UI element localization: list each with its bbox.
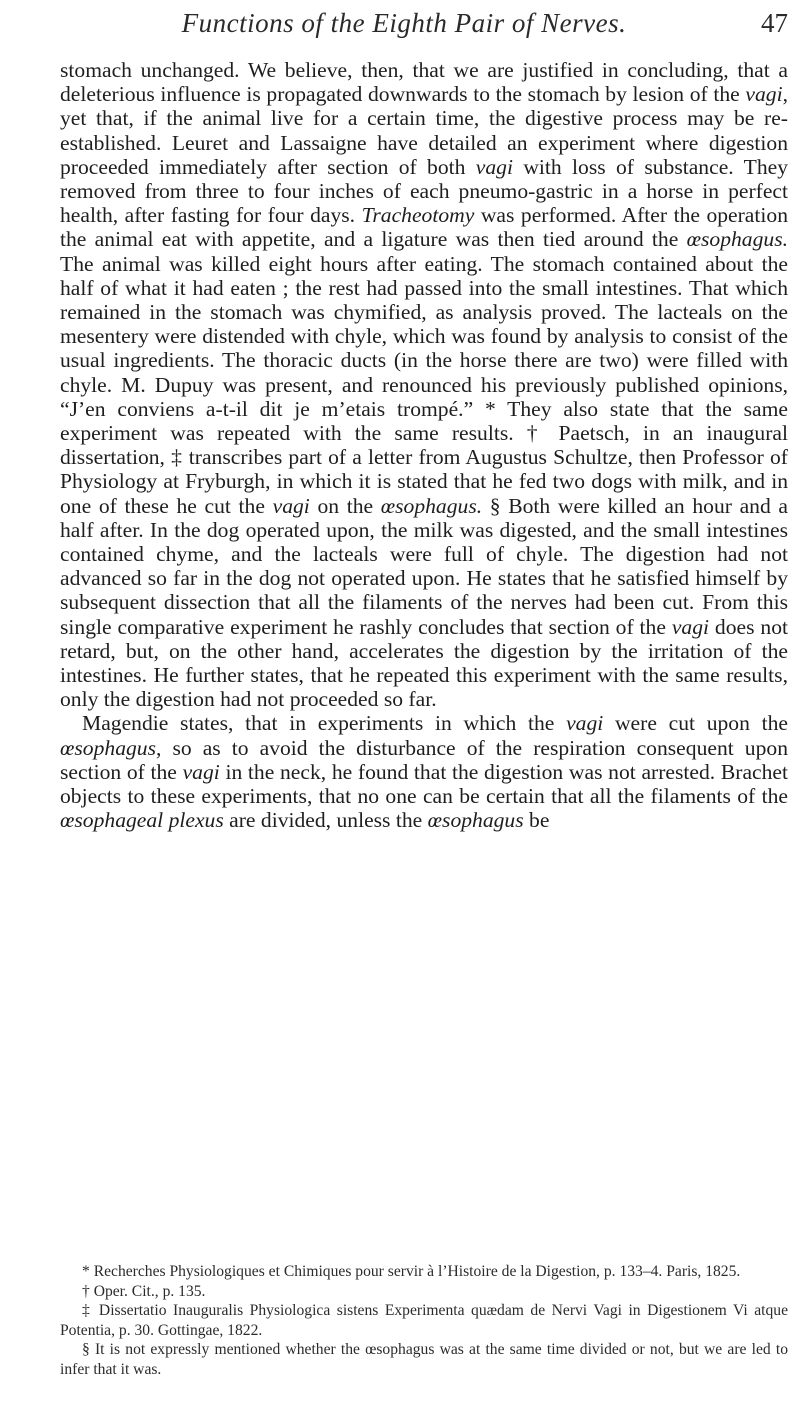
italic-term: vagi: [272, 493, 310, 518]
paragraph: [60, 711, 788, 832]
text-run: was performed. After the operation the animal eat with appetite, and a ligature was then tied around the: [60, 203, 788, 252]
italic-term: œsophagus: [427, 808, 524, 833]
text-run: , yet that, if the animal live for a certain time, the digestive process may be re-established. Leuret and Lassaigne have detailed an experiment where digestion proceeded immediately after section of both: [60, 82, 788, 179]
page-header: [60, 8, 788, 44]
italic-term: œsophagus.: [380, 493, 483, 518]
italic-term: Tracheotomy: [361, 203, 475, 228]
running-title: Functions of the Eighth Pair of Nerves.: [181, 8, 627, 38]
italic-term: vagi: [182, 759, 220, 784]
italic-term: vagi: [745, 82, 783, 107]
italic-term: œsophagus: [60, 735, 156, 760]
body-text: [60, 58, 788, 833]
text-run: does not retard, but, on the other hand, accelerates the digestion by the irritation of the intestines. He further states, that he repeated this experiment with the same results, only the digestion had not proceeded so far.: [60, 614, 788, 712]
paragraph: [60, 58, 788, 711]
italic-term: œsophagus.: [686, 227, 788, 252]
text-run: be: [523, 808, 550, 833]
footnotes: [60, 1262, 788, 1380]
footnote: * Recherches Physiologiques et Chimiques pour servir à l’Histoire de la Digestion, p. 133–4. Paris, 1825.: [82, 1263, 741, 1280]
italic-term: vagi: [671, 614, 710, 639]
text-run: Magendie states, that in experiments in which the: [82, 711, 567, 736]
text-run: were cut upon the: [603, 711, 788, 736]
text-run: are divided, unless the: [223, 808, 428, 833]
text-run: , so as to avoid the disturbance of the respiration consequent upon section of the: [60, 735, 788, 784]
italic-term: vagi: [566, 711, 604, 736]
text-run: in the neck, he found that the digestion was not arrested. Brachet objects to these experiments, that no one can be certain that all the filaments of the: [60, 759, 788, 809]
page-number: 47: [761, 8, 788, 38]
text-run: § Both were killed an hour and a half after. In the dog operated upon, the milk was digested, and the small intestines contained chyme, and the lacteals were full of chyle. The digestion had not advanced so far in the dog not operated upon. He states that he satisfied himself by subsequent dissection that all the filaments of the nerves had been cut. From this single comparative experiment he rashly concludes that section of the: [60, 493, 788, 639]
italic-term: œsophageal plexus: [60, 808, 224, 833]
footnote: § It is not expressly mentioned whether the œsophagus was at the same time divided or not, but we are led to infer that it was.: [60, 1341, 788, 1378]
text-run: on the: [309, 493, 381, 518]
text-run: The animal was killed eight hours after eating. The stomach contained about the half of what it had eaten ; the rest had passed into the small intestines. That which remained in the stomach was chymified, as analysis proved. The lacteals on the mesentery were distended with chyle, which was found by analysis to consist of the usual ingredients. The thoracic ducts (in the horse there are two) were filled with chyle. M. Dupuy was present, and renounced his previously published opinions, “J’en conviens a-t-il dit je m’etais trompé.” * They also state that the same experiment was repeated with the same results. † Paetsch, in an inaugural dissertation, ‡ transcribes part of a letter from Augustus Schultze, then Professor of Physiology at Fryburgh, in which it is stated that he fed two dogs with milk, and in one of these he cut the: [60, 251, 788, 518]
text-run: stomach unchanged. We believe, then, that we are justified in concluding, that a deleterious influence is propagated downwards to the stomach by lesion of the: [60, 58, 788, 107]
text-run: with loss of substance. They removed from three to four inches of each pneumo-gastric in a horse in perfect health, after fasting for four days.: [60, 154, 788, 228]
footnote: † Oper. Cit., p. 135.: [82, 1282, 206, 1300]
italic-term: vagi: [475, 154, 513, 179]
footnote: ‡ Dissertatio Inauguralis Physiologica sistens Experimenta quædam de Nervi Vagi in Digestionem Vi atque Potentia, p. 30. Gottingae, 1822.: [60, 1302, 788, 1339]
